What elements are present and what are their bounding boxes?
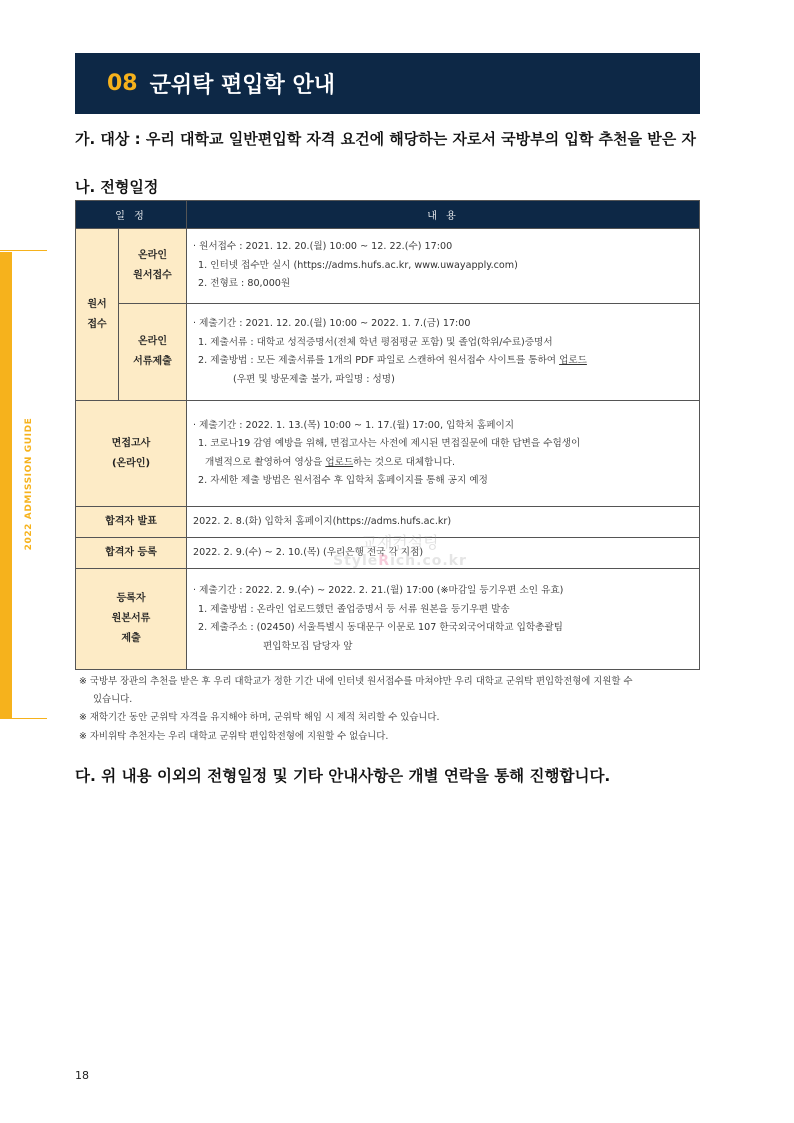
content-line: 1. 제출방법 : 온라인 업로드했던 졸업증명서 등 서류 원본을 등기우편 발송 <box>198 603 510 615</box>
content-line: · 원서접수 : 2021. 12. 20.(월) 10:00 ~ 12. 22.(수) 17:00 <box>193 241 453 253</box>
watermark: 교재컨설팅 StyleRich.co.kr <box>333 533 467 569</box>
notes <box>79 673 694 746</box>
table-row <box>76 569 700 670</box>
content-line: 1. 코로나19 감염 예방을 위해, 면접고사는 사전에 제시된 면접질문에 대한 답변을 수험생이 <box>198 438 581 449</box>
row-group-application: 원서 접수 <box>76 229 119 401</box>
side-divider-bottom <box>0 718 47 719</box>
content-line: 2. 제출주소 : (02450) 서울특별시 동대문구 이문로 107 한국외국어대학교 입학총괄팀 <box>198 622 563 633</box>
row-label: 합격자 등록 <box>76 538 187 569</box>
side-divider-top <box>0 250 47 251</box>
header-content: 내 용 <box>187 201 700 229</box>
row-content <box>187 304 700 401</box>
row-label: 온라인 서류제출 <box>119 304 187 401</box>
content-line: 2022. 2. 8.(화) 입학처 홈페이지(https://adms.hufs.ac.kr) <box>193 515 452 527</box>
page-number: 18 <box>75 1069 89 1082</box>
content-line: 2. 자세한 제출 방법은 원서접수 후 입학처 홈페이지를 통해 공지 예정 <box>198 475 488 486</box>
table-row <box>76 304 700 401</box>
content-line: · 제출기간 : 2022. 2. 9.(수) ~ 2022. 2. 21.(월) 17:00 (※마감일 등기우편 소인 유효) <box>193 585 564 596</box>
note-item: ※ 국방부 장관의 추천을 받은 후 우리 대학교가 정한 기간 내에 인터넷 원서접수를 마쳐야만 우리 대학교 군위탁 편입학전형에 지원할 수 <box>79 676 633 687</box>
row-content <box>187 507 700 538</box>
header-schedule: 일 정 <box>76 201 187 229</box>
row-label: 면접고사 (온라인) <box>76 401 187 507</box>
content-line: (우편 및 방문제출 불가, 파일명 : 성명) <box>233 373 395 385</box>
note-item-continuation: 있습니다. <box>93 694 133 706</box>
side-accent-bar <box>0 252 12 718</box>
row-label: 등록자 원본서류 제출 <box>76 569 187 670</box>
table-header-row <box>76 201 700 229</box>
content-line: · 제출기간 : 2021. 12. 20.(월) 10:00 ~ 2022. 1. 7.(금) 17:00 <box>193 318 471 329</box>
row-content <box>187 229 700 304</box>
row-content <box>187 538 700 569</box>
content-line: 1. 인터넷 접수만 실시 (https://adms.hufs.ac.kr, www.uwayapply.com) <box>198 259 518 271</box>
row-label: 합격자 발표 <box>76 507 187 538</box>
table-row <box>76 229 700 304</box>
underlined-upload: 업로드 <box>559 355 587 366</box>
content-line: 2. 제출방법 : 모든 제출서류를 1개의 PDF 파일로 스캔하여 원서접수 사이트를 통하여 업로드 <box>198 355 587 366</box>
content-line: 2. 전형료 : 80,000원 <box>198 278 291 290</box>
section-target: 가. 대상 : 우리 대학교 일반편입학 자격 요건에 해당하는 자로서 국방부의 입학 추천을 받은 자 <box>75 130 696 148</box>
row-content <box>187 569 700 670</box>
content-line: 2022. 2. 9.(수) ~ 2. 10.(목) (우리은행 전국 각 지점) <box>193 546 424 558</box>
content-line: 편입학모집 담당자 앞 <box>263 640 353 652</box>
content-line: 개별적으로 촬영하여 영상을 업로드하는 것으로 대체합니다. <box>205 456 455 468</box>
content-line: · 제출기간 : 2022. 1. 13.(목) 10:00 ~ 1. 17.(월) 17:00, 입학처 홈페이지 <box>193 419 514 431</box>
note-item: ※ 자비위탁 추천자는 우리 대학교 군위탁 편입학전형에 지원할 수 없습니다. <box>79 730 389 742</box>
table-row <box>76 507 700 538</box>
row-label: 온라인 원서접수 <box>119 229 187 304</box>
content-line: 1. 제출서류 : 대학교 성적증명서(전체 학년 평점평균 포함) 및 졸업(학위/수료)증명서 <box>198 336 553 348</box>
chapter-title: 군위탁 편입학 안내 <box>149 73 335 98</box>
note-item: ※ 재학기간 동안 군위탁 자격을 유지해야 하며, 군위탁 해임 시 제적 처리할 수 있습니다. <box>79 712 440 724</box>
section-schedule-heading: 나. 전형일정 <box>75 178 159 196</box>
chapter-banner <box>75 53 700 114</box>
schedule-table <box>75 200 700 670</box>
side-label: 2022 ADMISSION GUIDE <box>24 417 34 551</box>
chapter-number: 08 <box>107 71 138 96</box>
underlined-upload: 업로드 <box>325 456 354 468</box>
table-row <box>76 401 700 507</box>
table-row <box>76 538 700 569</box>
section-other-info: 다. 위 내용 이외의 전형일정 및 기타 안내사항은 개별 연락을 통해 진행합니다. <box>75 767 611 785</box>
row-content <box>187 401 700 507</box>
